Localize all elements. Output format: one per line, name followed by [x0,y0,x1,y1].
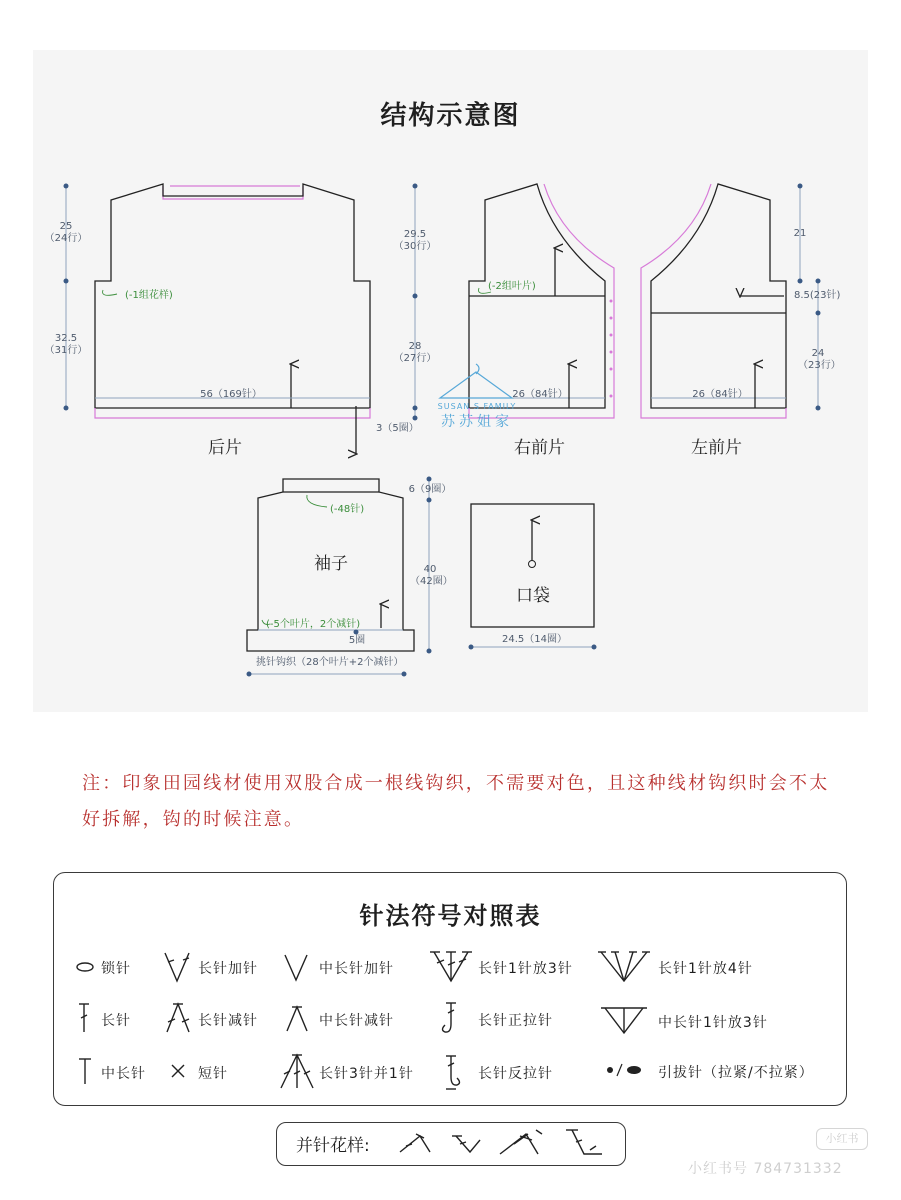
legend-label-hdc-increase: 中长针加针 [319,961,394,977]
sleeve-length-dim: 40 （42圈） [410,564,453,587]
join-pattern-label: 并针花样: [296,1136,370,1156]
legend-label-dc: 长针 [101,1013,131,1029]
left-front-piece [641,184,786,418]
right-front-leaf-note: (-2组叶片) [488,281,536,292]
hanger-icon [440,364,512,398]
pocket-label: 口袋 [516,586,550,606]
back-height-dimension [64,184,69,411]
legend-title: 针法符号对照表 [359,902,542,930]
watermark: SUSAN S FAMILY 苏苏姐家 [437,402,517,430]
legend-label-sc: 短针 [198,1066,228,1082]
pocket-piece [469,504,597,650]
sleeve-bottom-note: (-5个叶片，2个减针) [266,619,361,630]
yarn-note: 注：印象田园线材使用双股合成一根线钩织，不需要对色，且这种线材钩织时会不太好拆解，钩的时候注意。 [82,773,830,830]
back-upper-dim: 25 （24行） [44,221,88,244]
left-front-upper-dim: 21 [793,228,807,239]
sleeve-pickup-dim: 挑针钩织（28个叶片+2个减针） [256,657,404,668]
sleeve-band-dim: 5圈 [348,635,366,646]
legend-label-fpdc: 长针正拉针 [478,1013,553,1029]
left-front-label: 左前片 [691,438,742,458]
legend-label-dc-increase: 长针加针 [198,961,258,977]
legend-label-hdc-1-to-3: 中长针1针放3针 [658,1015,768,1031]
back-piece [95,184,370,454]
diagram-title: 结构示意图 [380,101,521,131]
xiaohongshu-logo: 小红书 [816,1128,868,1150]
right-front-label: 右前片 [514,438,565,458]
legend-label-dc-1-to-3: 长针1针放3针 [478,961,573,977]
center-lower-dim: 28 （27行） [393,341,437,364]
legend-label-dc-1-to-4: 长针1针放4针 [658,961,753,977]
center-height-dimension [413,184,418,421]
left-front-mid-dim: 8.5(23针) [794,290,841,301]
legend-label-dc-decrease: 长针减针 [198,1013,258,1029]
sleeve-label: 袖子 [314,554,348,574]
right-front-width-dim: 26（84针） [512,389,568,400]
back-piece-label: 后片 [208,438,242,458]
sleeve-top-note: (-48针) [330,504,365,515]
pocket-width-dim: 24.5（14圈） [502,634,567,645]
legend-label-slip-stitch: 引拔针（拉紧/不拉紧） [658,1065,814,1081]
legend-label-dc3tog: 长针3针并1针 [319,1066,414,1082]
xiaohongshu-id: 小红书号 784731332 [688,1161,843,1177]
legend-label-hdc: 中长针 [101,1066,146,1082]
legend-label-chain: 锁针 [101,961,131,977]
back-lower-dim: 32.5 （31行） [44,333,88,356]
legend-label-bpdc: 长针反拉针 [478,1066,553,1082]
back-pattern-note: (-1组花样) [125,290,173,301]
legend-label-hdc-decrease: 中长针减针 [319,1013,394,1029]
left-front-width-dim: 26（84针） [692,389,748,400]
hem-dim: 3（5圈） [376,423,419,434]
left-front-lower-dim: 24 （23行） [798,348,841,371]
sleeve-cuff-dim: 6（9圈） [408,484,452,495]
center-upper-dim: 29.5 （30行） [393,229,437,252]
back-width-dim: 56（169针） [200,389,262,400]
